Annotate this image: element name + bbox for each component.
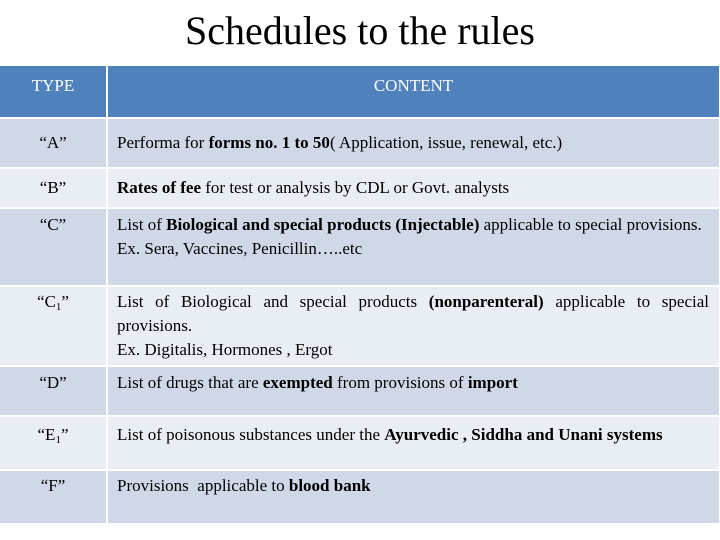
- content-text: applicable to special provisions.: [117, 292, 709, 335]
- table-header-row: [0, 66, 720, 118]
- content-text: List of poisonous substances under the: [117, 425, 385, 444]
- content-bold: blood bank: [288, 476, 371, 495]
- content-bold: (nonparenteral): [428, 292, 544, 311]
- row-type: “B”: [0, 168, 107, 208]
- row-content: [107, 416, 720, 470]
- type-main: “E: [37, 425, 56, 444]
- content-text: for test or analysis by CDL or Govt. analysts: [201, 178, 510, 197]
- content-bold: exempted: [262, 373, 333, 392]
- content-example: Ex. Digitalis, Hormones , Ergot: [117, 340, 333, 359]
- row-type: “A”: [0, 118, 107, 168]
- row-type: “C”: [0, 208, 107, 286]
- content-bold: import: [467, 373, 518, 392]
- type-end: ”: [61, 292, 69, 311]
- row-content: [107, 168, 720, 208]
- content-bold: forms no. 1 to 50: [208, 133, 330, 152]
- table-row: [0, 470, 720, 524]
- table-row: [0, 416, 720, 470]
- type-main: “C: [37, 292, 56, 311]
- table-row: [0, 118, 720, 168]
- content-example: Ex. Sera, Vaccines, Penicillin…..etc: [117, 239, 363, 258]
- row-type: “F”: [0, 470, 107, 524]
- row-type: [0, 286, 107, 366]
- type-subscript: 1: [55, 301, 62, 313]
- content-text: ( Application, issue, renewal, etc.): [329, 133, 563, 152]
- row-content: [107, 366, 720, 416]
- row-type: “D”: [0, 366, 107, 416]
- content-text: Performa for: [117, 133, 209, 152]
- content-text: List of Biological and special products: [117, 292, 429, 311]
- content-bold: Ayurvedic , Siddha and Unani systems: [384, 425, 663, 444]
- content-bold: Biological and special products (Injectable): [166, 215, 480, 234]
- content-text: from provisions of: [332, 373, 468, 392]
- content-text: applicable to special provisions.: [479, 215, 702, 234]
- row-content: [107, 208, 720, 286]
- row-content: [107, 470, 720, 524]
- table-row: [0, 208, 720, 286]
- content-text: Provisions applicable to: [117, 476, 289, 495]
- header-content: CONTENT: [107, 66, 720, 118]
- row-content: [107, 286, 720, 366]
- schedules-table: [0, 66, 720, 525]
- header-type: TYPE: [0, 66, 107, 118]
- table-row: [0, 286, 720, 366]
- table-row: [0, 168, 720, 208]
- page-title: Schedules to the rules: [185, 8, 535, 53]
- content-bold: Rates of fee: [117, 178, 202, 197]
- content-text: List of: [117, 215, 167, 234]
- type-subscript: 1: [55, 434, 61, 446]
- row-type: [0, 416, 107, 470]
- content-text: List of drugs that are: [117, 373, 263, 392]
- type-end: ”: [60, 425, 69, 444]
- row-content: [107, 118, 720, 168]
- table-row: [0, 366, 720, 416]
